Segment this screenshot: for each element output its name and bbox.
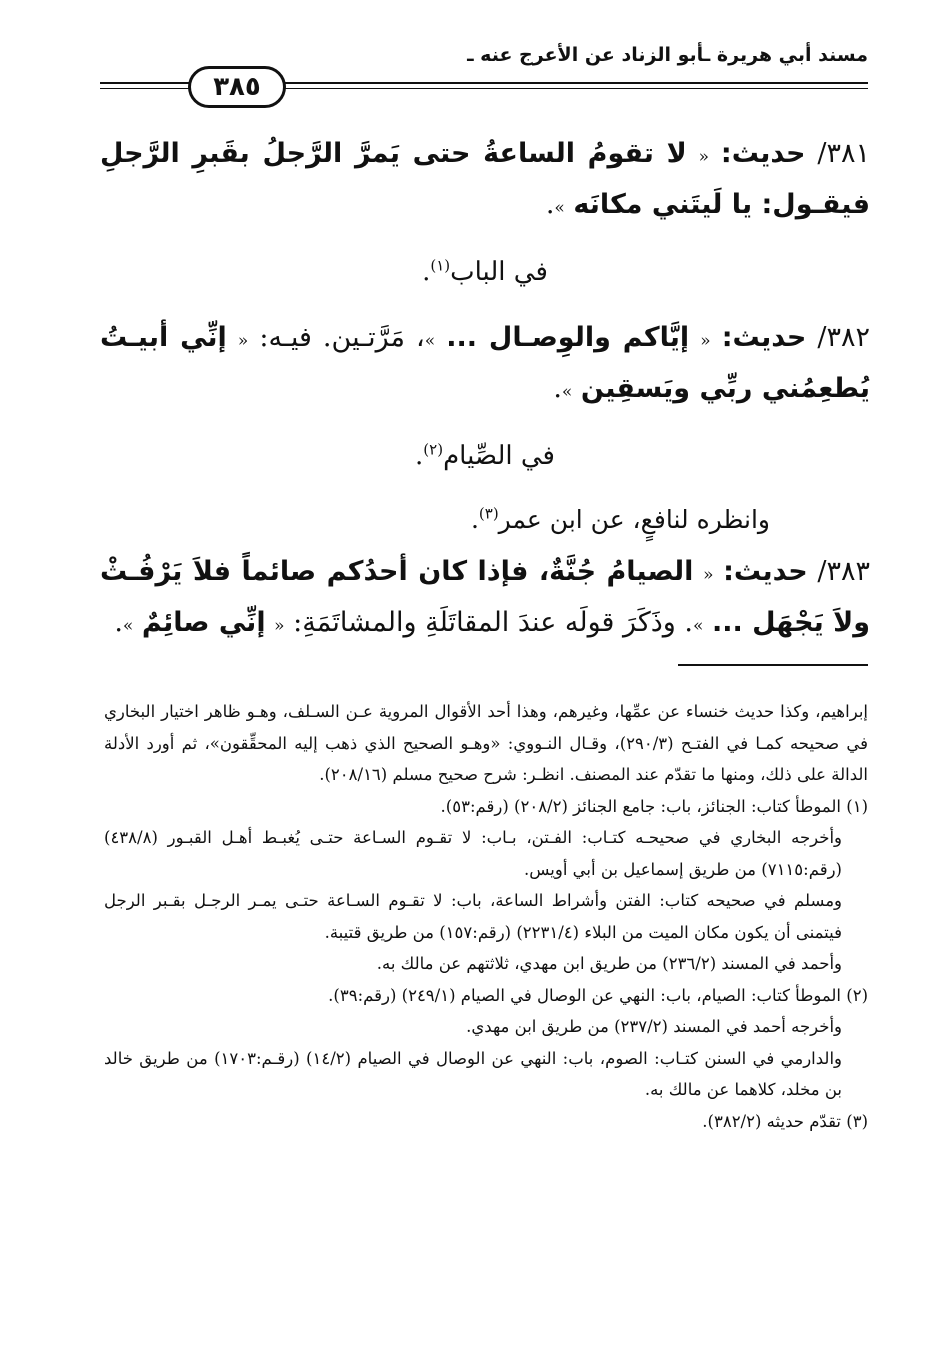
page-number: ٣٨٥ [188, 66, 286, 108]
cross-reference-text: وانظره لنافعٍ، عن ابن عمر [498, 505, 770, 534]
chapter-text: في الصِّيام [443, 441, 555, 471]
hadith-keyword: حديث: [721, 322, 807, 353]
punctuation: . [422, 257, 431, 287]
chapter-ref-2 [100, 434, 870, 478]
footnote-1-bukhari: وأخرجه البخاري في صحيحـه كتـاب: الفـتن، بـاب: لا تقـوم السـاعة حتـى يُغبـط أهـل القبـور (٤٣٨/٨) (رقم:٧١١٥) من طريق إسماعيل بن أبي أويس. [104, 828, 842, 879]
quote-open: « [237, 331, 249, 351]
hadith-keyword: حديث: [723, 556, 808, 587]
quote-close: » [122, 616, 134, 636]
main-text [100, 130, 870, 650]
hadith-382 [100, 314, 870, 416]
cross-reference [100, 498, 870, 542]
footnote-1-muslim: ومسلم في صحيحه كتاب: الفتن وأشراط الساعة، باب: لا تقـوم السـاعة حتـى يمـر الرجـل بقـبر الرجل فيتمنى أن يكون مكان الميت من البلاء (٢٢٣١/٤) (رقم:١٥٧) من طريق قتيبة. [104, 891, 842, 942]
punctuation: . [553, 373, 562, 404]
hadith-text: إنِّي أبيـتُ يُطعِمُني ربِّي ويَسقِين [100, 322, 870, 404]
punctuation: . [545, 189, 555, 220]
quote-close: » [424, 331, 436, 351]
hadith-text: الصيامُ جُنَّةٌ، فإذا كان أحدُكم صائماً فلاَ يَرْفُـثْ ولاَ يَجْهَل ... [100, 556, 870, 638]
footnote-2-ahmad: وأخرجه أحمد في المسند (٢٣٧/٢) من طريق ابن مهدي. [466, 1017, 842, 1036]
footnote-carryover: إبراهيم، وكذا حديث خنساء عن عمِّها، وغيرهم، وهذا أحد الأقوال المروية عـن السـلف، وهـو ظاهر اختيار البخاري في صحيحه كمـا في الفتـح (٢٩٠/٣)، وقـال النـووي: «وهـو الصحيح الذي ذهب إليه المحقِّقون»، ثم أورد الأدلة الدالة على ذلك، ومنها ما تقدّم عند المصنف. انظـر: شرح صحيح مسلم (٢٠٨/١٦). [104, 702, 868, 784]
chapter-text: في الباب [450, 257, 548, 287]
footnote-ref[interactable]: (٣) [478, 504, 499, 523]
punctuation: . [415, 441, 424, 471]
quote-close: » [693, 616, 704, 636]
hadith-keyword: حديث: [720, 138, 806, 169]
footnote-3: (٣) تقدّم حديثه (٣٨٢/٢). [702, 1111, 868, 1131]
punctuation: . [470, 505, 479, 534]
hadith-number: ٣٨٢/ [817, 322, 870, 353]
punctuation: . [114, 607, 123, 638]
quote-open: « [698, 147, 710, 167]
hadith-381 [100, 130, 870, 232]
footnote-2: (٢) الموطأ كتاب: الصيام، باب: النهي عن الوصال في الصيام (٢٤٩/١) (رقم:٣٩). [328, 985, 868, 1005]
hadith-383 [100, 548, 870, 650]
footnote-2-darimi: والدارمي في السنن كتـاب: الصوم، باب: النهي عن الوصال في الصيام (١٤/٢) (رقـم:١٧٠٣) من طريق خالد بن مخلد، كلاهما عن مالك به. [104, 1048, 843, 1099]
chapter-ref-1 [100, 250, 870, 294]
footnote-ref[interactable]: (٢) [423, 440, 444, 459]
narration-text: ، مَرَّتـين. فيـه: [259, 322, 425, 353]
hadith-text: لا تقومُ الساعةُ حتى يَمرَّ الرَّجلُ بقَبرِ الرَّجلِ فيقـول: يا لَيتَني مكانَه [100, 138, 870, 220]
hadith-number: ٣٨٣/ [817, 556, 870, 587]
page-header [100, 44, 868, 104]
hadith-text: إيَّاكم والوِصـال ... [446, 322, 690, 353]
hadith-text: إنِّي صائِمٌ [141, 607, 266, 638]
quote-open: « [274, 616, 285, 636]
footnote-1-ahmad: وأحمد في المسند (٢٣٦/٢) من طريق ابن مهدي، ثلاثتهم عن مالك به. [376, 954, 842, 973]
quote-open: « [700, 331, 711, 351]
narration-text: . وذَكَرَ قولَه عندَ المقاتَلَةِ والمشاتَمَةِ: [293, 607, 694, 638]
hadith-number: ٣٨١/ [817, 138, 870, 169]
quote-open: « [703, 565, 714, 585]
running-head: مسند أبي هريرة ـأبو الزناد عن الأعرج عنه ـ [467, 44, 868, 66]
footnote-1: (١) الموطأ كتاب: الجنائز، باب: جامع الجنائز (٢٠٨/٢) (رقم:٥٣). [440, 796, 868, 816]
footnotes [104, 696, 868, 1137]
quote-close: » [561, 382, 573, 402]
footnote-separator [678, 664, 868, 666]
quote-close: » [554, 198, 565, 218]
footnote-ref[interactable]: (١) [430, 256, 451, 275]
